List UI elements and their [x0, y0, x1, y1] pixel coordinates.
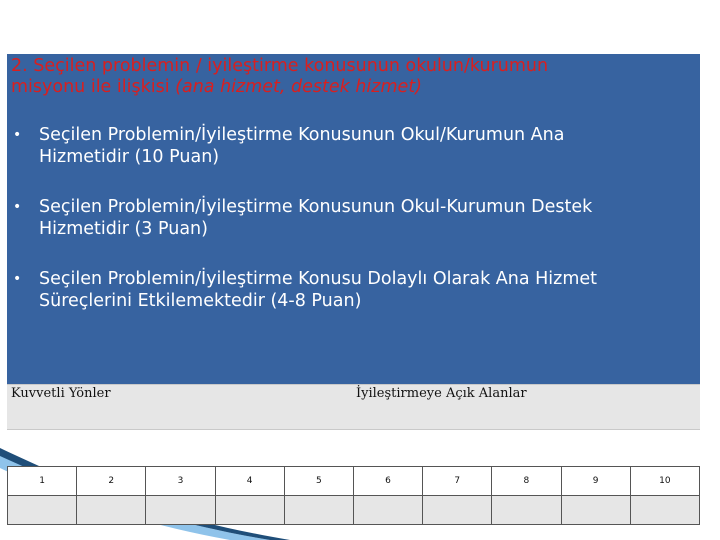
bullet-item-main-service: [13, 124, 693, 168]
score-entry-cell[interactable]: [284, 496, 353, 525]
bullet-line-1: Seçilen Problemin/İyileştirme Konusu Dolaylı Olarak Ana Hizmet: [39, 269, 598, 289]
score-entry-cell[interactable]: [630, 496, 699, 525]
title-line-2-italic: (ana hizmet, destek hizmet): [175, 77, 422, 97]
bullet-dot-icon: •: [13, 199, 22, 215]
score-cell: 4: [215, 467, 284, 496]
score-cell: 6: [353, 467, 422, 496]
title-line-1: 2. Seçilen problemin / iyileştirme konusunun okulun/kurumun: [11, 56, 549, 76]
bullet-line-2: Süreçlerini Etkilemektedir (4-8 Puan): [39, 291, 362, 311]
bullet-item-indirect-effect: [13, 268, 693, 312]
score-entry-cell[interactable]: [561, 496, 630, 525]
score-entry-cell[interactable]: [8, 496, 77, 525]
score-cell: 3: [146, 467, 215, 496]
score-entry-cell[interactable]: [423, 496, 492, 525]
score-cell: 10: [630, 467, 699, 496]
improvements-label: İyileştirmeye Açık Alanlar: [356, 386, 527, 401]
bullet-item-support-service: [13, 196, 693, 240]
bullet-line-1: Seçilen Problemin/İyileştirme Konusunun Okul/Kurumun Ana: [39, 125, 565, 145]
title-line-2-plain: misyonu ile ilişkisi: [11, 77, 176, 97]
score-table: [7, 466, 700, 525]
score-cell: 1: [8, 467, 77, 496]
score-entry-cell[interactable]: [146, 496, 215, 525]
bullet-line-2: Hizmetidir (3 Puan): [39, 219, 208, 239]
score-entry-row: [8, 496, 700, 525]
bullet-dot-icon: •: [13, 127, 22, 143]
score-entry-cell[interactable]: [215, 496, 284, 525]
score-header-row: [8, 467, 700, 496]
bullet-line-1: Seçilen Problemin/İyileştirme Konusunun Okul-Kurumun Destek: [39, 197, 593, 217]
score-entry-cell[interactable]: [492, 496, 561, 525]
score-cell: 8: [492, 467, 561, 496]
bullet-line-2: Hizmetidir (10 Puan): [39, 147, 220, 167]
slide-title: [11, 56, 691, 98]
title-line-2: [11, 77, 691, 98]
score-cell: 9: [561, 467, 630, 496]
score-cell: 2: [77, 467, 146, 496]
score-entry-cell[interactable]: [77, 496, 146, 525]
score-entry-cell[interactable]: [353, 496, 422, 525]
score-cell: 5: [284, 467, 353, 496]
score-cell: 7: [423, 467, 492, 496]
bullet-dot-icon: •: [13, 271, 22, 287]
strengths-label: Kuvvetli Yönler: [11, 386, 111, 401]
